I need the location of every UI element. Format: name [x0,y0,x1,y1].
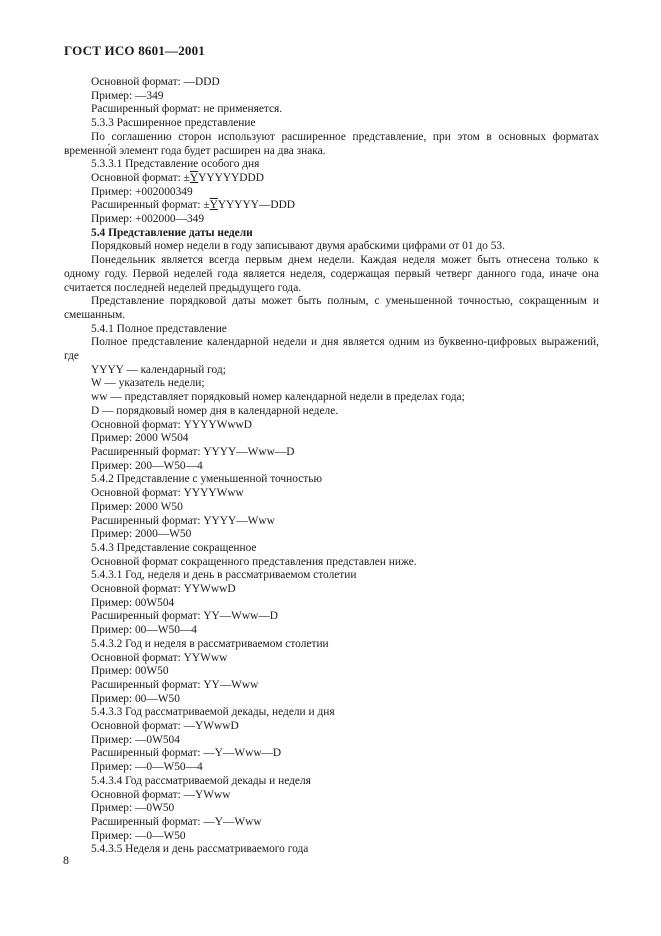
text-line: Основной формат: YYYYWwwD [91,418,252,431]
text-line: Основной формат: —YWwwD [91,720,239,733]
section-number-5-4-3-4: 5.4.3.4 Год рассматриваемой декады и неделя [91,774,311,787]
text-line: Пример: 00—W50—4 [91,624,197,637]
text-paragraph: Представление порядковой даты может быть полным, с уменьшенной точностью, сокращенным и смешанным. [64,295,599,321]
section-number-5-4-3-2: 5.4.3.2 Год и неделя в рассматриваемом столетии [91,637,329,650]
text-line: Основной формат: —DDD [91,76,220,88]
text-line: Пример: —0—W50—4 [91,761,203,774]
definition-line: D — порядковый номер дня в календарной неделе. [91,404,339,417]
section-number-5-4-3: 5.4.3 Представление сокращенное [91,541,257,554]
text-line: Пример: 00—W50 [91,692,180,705]
example-line: Пример: +002000349 [91,185,193,198]
text-line: Расширенный формат: не применяется. [91,103,283,116]
text-line: Расширенный формат: YYYY—Www—D [91,445,295,458]
definition-line: W — указатель недели; [91,377,205,390]
text-line: Расширенный формат: YY—Www [91,678,259,691]
text-paragraph: Порядковый номер недели в году записывают двумя арабскими цифрами от 01 до 53. [91,240,505,253]
extended-format-line [64,199,599,213]
section-number-5-4-3-3: 5.4.3.3 Год рассматриваемой декады, недели и дня [91,706,335,719]
text-line: Пример: 2000 W504 [91,432,189,445]
text-line: Расширенный формат: YY—Www—D [91,610,278,623]
basic-format-line [64,172,599,186]
section-number-5-3-3-1: 5.3.3.1 Представление особого дня [91,158,260,171]
section-number-5-4-1: 5.4.1 Полное представление [91,322,227,335]
text-line: Пример: —349 [91,89,164,102]
overlined-year-digit: Y [189,171,199,184]
definition-line: ww — представляет порядковый номер календарной недели в пределах года; [91,391,465,404]
text-line: Основной формат: YYWww [91,651,228,664]
text-line: Расширенный формат: —Y—Www—D [91,747,282,760]
text-line: Пример: —0—W50 [91,829,186,842]
text-line: Пример: —0W50 [91,802,175,815]
section-heading-5-4: 5.4 Представление даты недели [91,226,253,239]
text-line: Пример: 2000 W50 [91,500,183,513]
text-line: Основной формат: YYWwwD [91,583,236,596]
text-line: Расширенный формат: —Y—Www [91,815,262,828]
section-number-5-3-3: 5.3.3 Расширенное представление [91,117,256,130]
section-number-5-4-3-5: 5.4.3.5 Неделя и день рассматриваемого года [91,843,309,856]
text-line: Пример: —0W504 [91,733,180,746]
text-line: Основной формат сокращенного представления представлен ниже. [91,555,417,568]
section-number-5-4-3-1: 5.4.3.1 Год, неделя и день в рассматриваемом столетии [91,569,357,582]
document-header: ГОСТ ИСО 8601—2001 [64,43,205,58]
page-number: 8 [63,853,69,867]
format-rest: YYYYYDDD [198,171,264,184]
text-paragraph: Понедельник является всегда первым днем недели. Каждая неделя может быть отнесена только к одному году. Первой неделей года является неделя, содержащая первый четверг данного года, иначе она считается последней неделей предыдущего года. [64,254,599,294]
text-line: Основной формат: —YWww [91,788,231,801]
text-paragraph: По соглашению сторон используют расширенное представление, при этом в основных форматах временно́й элемент года будет расширен на два знака. [64,130,599,157]
example-line: Пример: +002000—349 [91,213,205,226]
text-line: Пример: 200—W50—4 [91,459,203,472]
text-paragraph: Полное представление календарной недели и дня является одним из буквенно-цифровых выражений, где [64,336,599,363]
format-prefix: Основной формат: ± [91,171,190,184]
page-content [64,76,599,857]
overlined-year-digit: Y [209,199,218,212]
text-line: Пример: 00W504 [91,596,175,609]
definition-line: YYYY — календарный год; [91,363,226,376]
format-rest: YYYYY—DDD [217,199,296,212]
section-number-5-4-2: 5.4.2 Представление с уменьшенной точностью [91,473,322,486]
text-line: Основной формат: YYYYWww [91,487,244,500]
format-prefix: Расширенный формат: ± [91,199,210,212]
text-line: Расширенный формат: YYYY—Www [91,514,275,527]
text-line: Пример: 00W50 [91,665,169,678]
text-line: Пример: 2000—W50 [91,528,192,541]
